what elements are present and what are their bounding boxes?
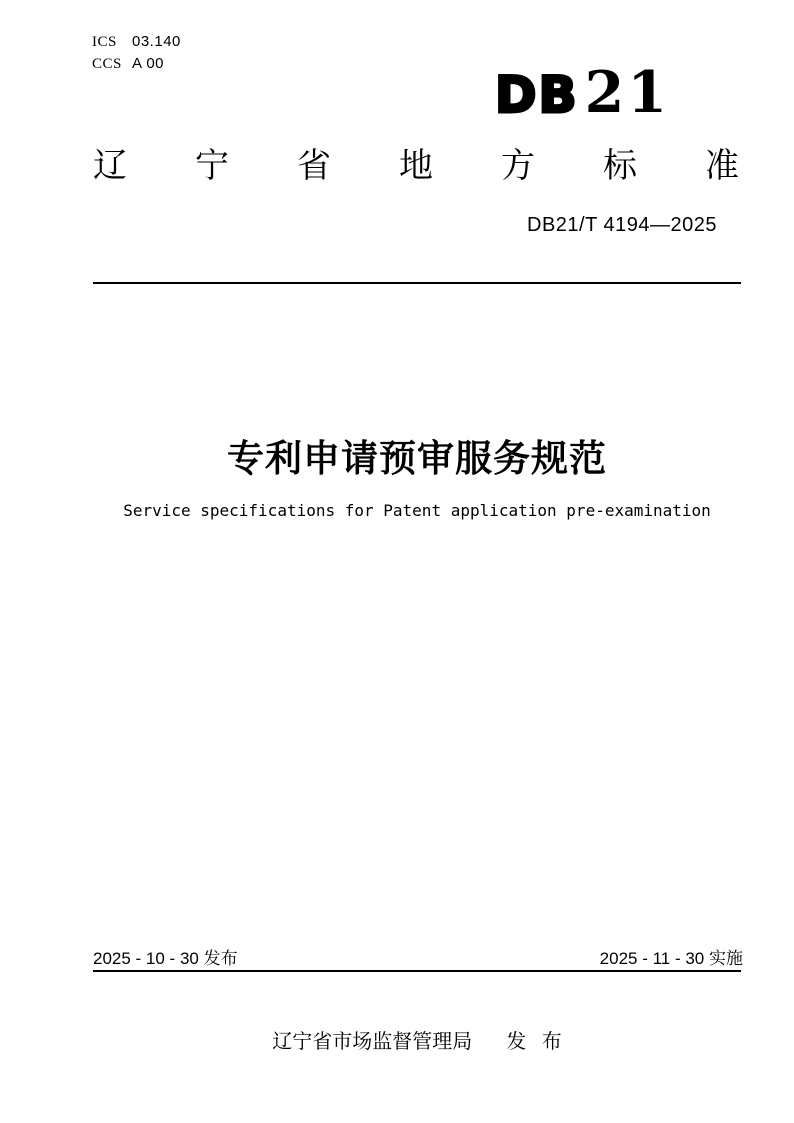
standard-number: DB21/T 4194—2025 [527,214,717,236]
standard-type-title [93,148,739,185]
top-divider-line [93,282,741,284]
implementation-date-label: 实施 [709,949,743,968]
bottom-divider-line [93,970,741,972]
ics-value: 03.140 [132,33,181,50]
db21-logo-number: 21 [584,59,670,126]
release-date-value: 2025 - 10 - 30 [93,949,199,968]
standard-type-char: 地 [399,147,433,185]
implementation-date [600,944,743,969]
ccs-value: A 00 [132,55,165,72]
ics-label: ICS [92,34,117,50]
publisher-action: 发 布 [506,1031,562,1053]
standard-type-char: 辽 [93,147,127,185]
publisher-name: 辽宁省市场监督管理局 [272,1031,473,1053]
db21-logo-letters: DB [495,66,579,124]
ccs-line [92,53,181,75]
ccs-label: CCS [92,56,122,72]
db21-logo [495,59,670,126]
release-date [93,944,238,969]
standard-type-char: 方 [501,147,535,185]
publisher-line [93,1025,741,1054]
ics-line [92,31,181,53]
standard-type-char: 宁 [195,147,229,185]
standard-type-char: 省 [297,147,331,185]
dates-row [93,944,743,969]
classification-codes [92,31,181,75]
release-date-label: 发布 [203,949,238,968]
document-title-english: Service specifications for Patent application pre-examination [123,501,711,520]
standard-type-char: 标 [603,147,637,185]
document-title-chinese: 专利申请预审服务规范 [227,438,607,479]
standard-type-char: 准 [705,147,739,185]
implementation-date-value: 2025 - 11 - 30 [599,949,705,968]
